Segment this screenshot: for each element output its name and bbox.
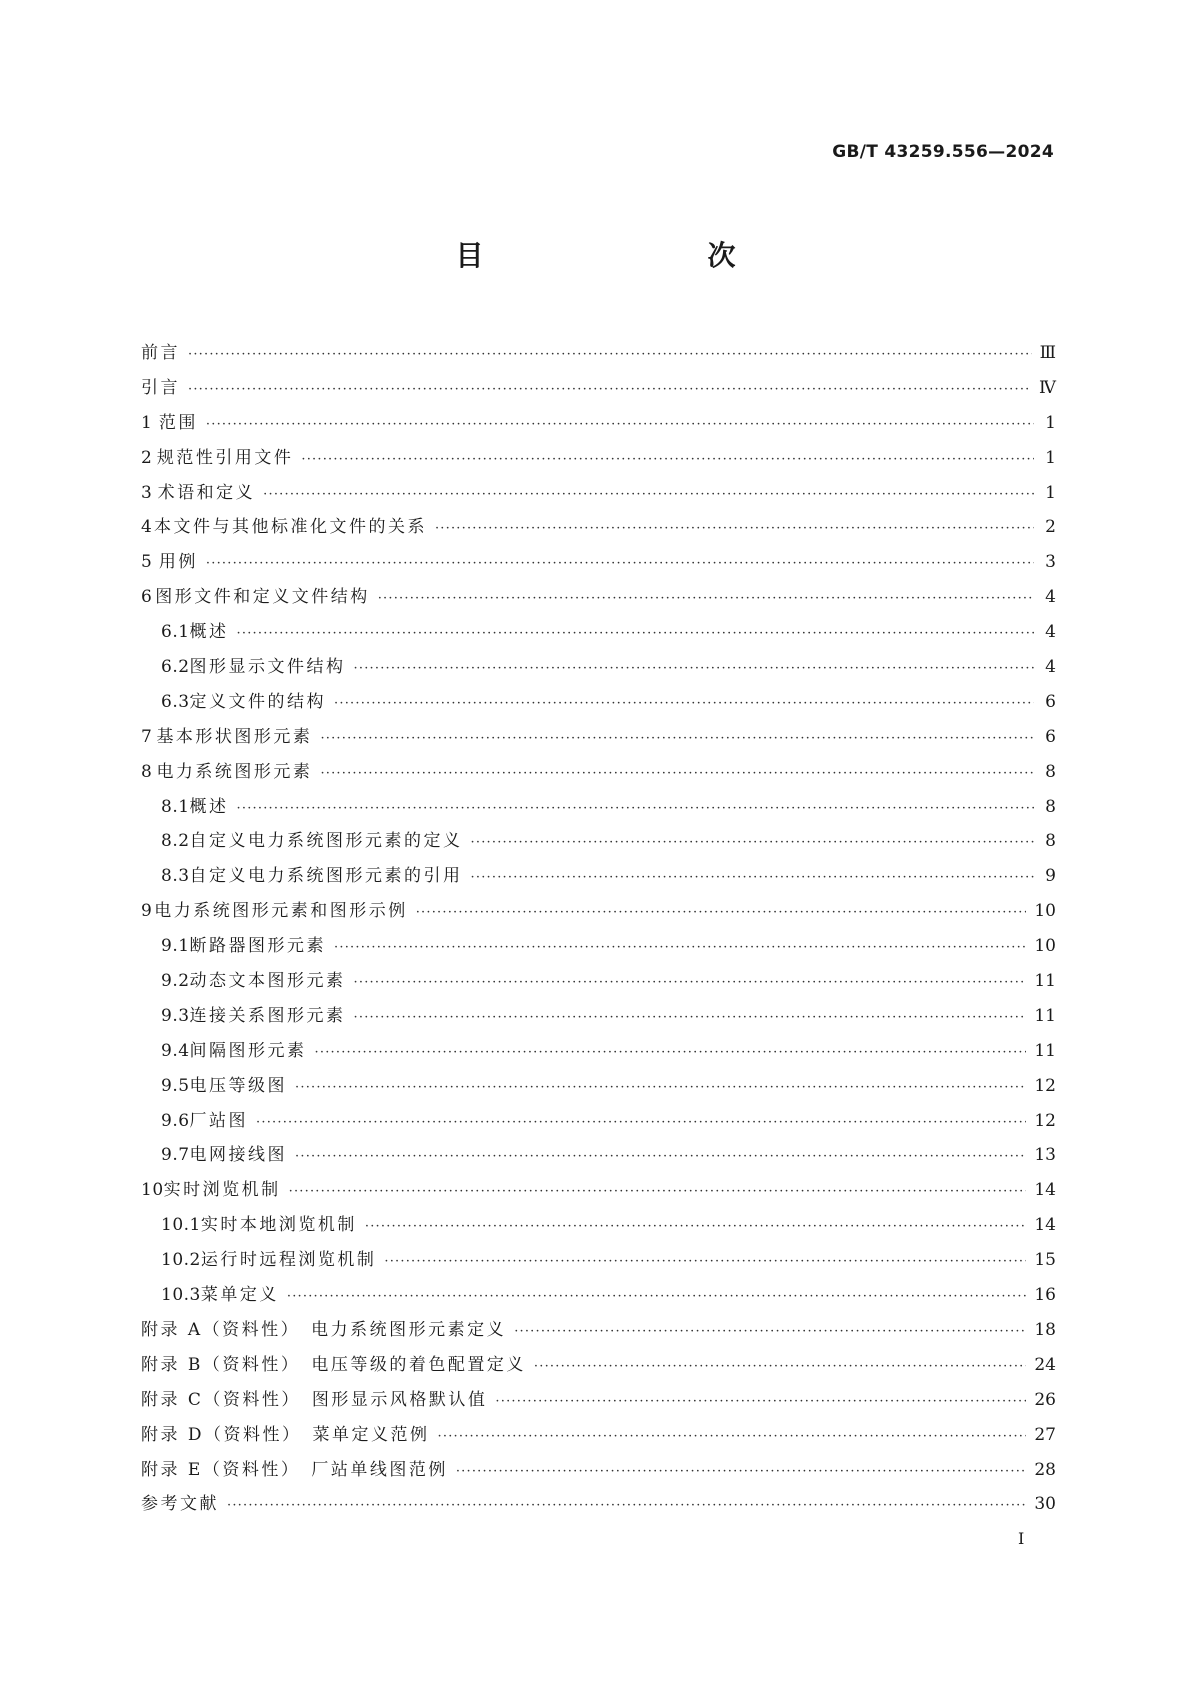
toc-entry-label: 规范性引用文件 bbox=[156, 447, 294, 468]
toc-leader-dots bbox=[365, 1210, 1027, 1245]
toc-entry-page: 9 bbox=[1045, 866, 1056, 887]
toc-leader-dots bbox=[471, 826, 1034, 861]
toc-entry[interactable] bbox=[141, 755, 1056, 790]
toc-entry[interactable] bbox=[141, 1383, 1056, 1418]
footer-page-number: I bbox=[1018, 1529, 1025, 1548]
toc-entry[interactable] bbox=[141, 650, 1056, 685]
toc-entry-label: 菜单定义 bbox=[200, 1285, 279, 1306]
toc-leader-dots bbox=[384, 1245, 1026, 1280]
toc-entry[interactable] bbox=[141, 720, 1056, 755]
toc-entry-number: 9 bbox=[141, 901, 153, 922]
toc-entry[interactable] bbox=[141, 406, 1056, 441]
toc-leader-dots bbox=[534, 1350, 1026, 1385]
toc-entry-page: 10 bbox=[1034, 936, 1056, 957]
table-of-contents bbox=[141, 336, 1056, 1522]
toc-entry-label: 间隔图形元素 bbox=[189, 1040, 307, 1061]
toc-entry-number: 4 bbox=[141, 517, 153, 538]
toc-entry-label: 附录 A（资料性） 电力系统图形元素定义 bbox=[141, 1319, 507, 1340]
toc-entry-number: 10.1 bbox=[161, 1215, 201, 1236]
toc-entry-number: 5 bbox=[141, 552, 153, 573]
toc-leader-dots bbox=[354, 652, 1034, 687]
toc-entry-number: 9.3 bbox=[161, 1005, 190, 1026]
toc-entry-page: 8 bbox=[1045, 796, 1056, 817]
toc-leader-dots bbox=[301, 443, 1034, 478]
toc-entry-label: 连接关系图形元素 bbox=[189, 1005, 346, 1026]
toc-entry-number: 9.6 bbox=[161, 1110, 190, 1131]
toc-entry-label: 术语和定义 bbox=[157, 482, 256, 503]
toc-entry-number: 10 bbox=[141, 1180, 164, 1201]
toc-entry-number: 9.5 bbox=[161, 1075, 190, 1096]
toc-entry-label: 附录 D（资料性） 菜单定义范例 bbox=[141, 1424, 430, 1445]
toc-entry-page: 1 bbox=[1045, 447, 1056, 468]
toc-entry[interactable] bbox=[141, 1069, 1056, 1104]
toc-entry-number: 10.3 bbox=[161, 1285, 201, 1306]
toc-entry-label: 引言 bbox=[141, 377, 180, 398]
toc-entry-label: 用例 bbox=[158, 552, 198, 573]
toc-entry-label: 实时浏览机制 bbox=[163, 1180, 281, 1201]
toc-entry-label: 动态文本图形元素 bbox=[189, 971, 346, 992]
toc-entry-label: 基本形状图形元素 bbox=[156, 726, 313, 747]
toc-entry-label: 实时本地浏览机制 bbox=[200, 1215, 357, 1236]
toc-leader-dots bbox=[416, 896, 1027, 931]
toc-entry[interactable] bbox=[141, 894, 1056, 929]
toc-entry-label: 概述 bbox=[189, 622, 229, 643]
toc-leader-dots bbox=[378, 582, 1034, 617]
toc-entry-page: Ⅳ bbox=[1039, 377, 1056, 398]
toc-leader-dots bbox=[295, 1140, 1026, 1175]
toc-entry-label: 电力系统图形元素和图形示例 bbox=[154, 901, 408, 922]
toc-entry-number: 6 bbox=[141, 587, 153, 608]
toc-leader-dots bbox=[320, 757, 1034, 792]
toc-entry[interactable] bbox=[141, 336, 1056, 371]
toc-entry-label: 概述 bbox=[189, 796, 229, 817]
toc-leader-dots bbox=[435, 512, 1034, 547]
toc-entry-page: 12 bbox=[1034, 1110, 1056, 1131]
toc-leader-dots bbox=[256, 1106, 1026, 1141]
toc-entry-number: 9.2 bbox=[161, 971, 190, 992]
toc-leader-dots bbox=[206, 547, 1034, 582]
toc-entry-page: 10 bbox=[1034, 901, 1056, 922]
toc-entry[interactable] bbox=[141, 545, 1056, 580]
toc-entry[interactable] bbox=[141, 1173, 1056, 1208]
toc-leader-dots bbox=[334, 687, 1034, 722]
toc-entry[interactable] bbox=[141, 1278, 1056, 1313]
toc-leader-dots bbox=[289, 1175, 1027, 1210]
toc-entry-number: 9.1 bbox=[161, 936, 190, 957]
toc-entry-page: 13 bbox=[1034, 1145, 1056, 1166]
toc-entry-number: 8.2 bbox=[161, 831, 190, 852]
toc-entry[interactable] bbox=[141, 1348, 1056, 1383]
toc-leader-dots bbox=[354, 966, 1027, 1001]
toc-entry-label: 运行时远程浏览机制 bbox=[200, 1250, 377, 1271]
toc-leader-dots bbox=[471, 861, 1034, 896]
toc-entry-label: 自定义电力系统图形元素的引用 bbox=[189, 866, 463, 887]
toc-entry-number: 8 bbox=[141, 761, 153, 782]
toc-entry-page: Ⅲ bbox=[1039, 343, 1056, 363]
toc-entry-label: 图形文件和定义文件结构 bbox=[155, 587, 370, 608]
toc-entry[interactable] bbox=[141, 1104, 1056, 1139]
toc-entry[interactable] bbox=[141, 1453, 1056, 1488]
toc-entry-page: 15 bbox=[1034, 1250, 1056, 1271]
toc-leader-dots bbox=[334, 931, 1026, 966]
toc-leader-dots bbox=[237, 617, 1034, 652]
toc-entry-page: 6 bbox=[1045, 691, 1056, 712]
toc-entry-page: 16 bbox=[1034, 1285, 1056, 1306]
toc-entry-page: 11 bbox=[1034, 1005, 1056, 1026]
toc-entry-page: 2 bbox=[1045, 517, 1056, 538]
toc-entry-page: 14 bbox=[1034, 1180, 1056, 1201]
toc-entry-number: 1 bbox=[141, 412, 153, 433]
toc-entry-label: 参考文献 bbox=[141, 1494, 219, 1515]
toc-entry-label: 附录 C（资料性） 图形显示风格默认值 bbox=[141, 1389, 488, 1410]
toc-leader-dots bbox=[495, 1385, 1026, 1420]
toc-entry-label: 前言 bbox=[141, 343, 180, 363]
toc-entry-number: 6.3 bbox=[161, 691, 190, 712]
toc-entry-label: 厂站图 bbox=[189, 1110, 249, 1131]
toc-entry-page: 11 bbox=[1034, 971, 1056, 992]
toc-entry-label: 附录 B（资料性） 电压等级的着色配置定义 bbox=[141, 1354, 526, 1375]
toc-entry-page: 24 bbox=[1034, 1354, 1056, 1375]
toc-entry-number: 3 bbox=[141, 482, 153, 503]
toc-entry-number: 7 bbox=[141, 726, 153, 747]
toc-entry-page: 6 bbox=[1045, 726, 1056, 747]
toc-entry[interactable] bbox=[141, 1243, 1056, 1278]
toc-entry-page: 11 bbox=[1034, 1040, 1056, 1061]
toc-entry-number: 9.4 bbox=[161, 1040, 190, 1061]
toc-entry[interactable] bbox=[141, 1034, 1056, 1069]
toc-entry-label: 电网接线图 bbox=[189, 1145, 288, 1166]
toc-entry-page: 4 bbox=[1045, 622, 1056, 643]
document-code: GB/T 43259.556—2024 bbox=[832, 142, 1054, 162]
toc-entry-number: 9.7 bbox=[161, 1145, 190, 1166]
toc-entry-page: 1 bbox=[1045, 482, 1056, 503]
toc-entry[interactable] bbox=[141, 615, 1056, 650]
toc-title: 目 次 bbox=[455, 239, 792, 272]
toc-entry-label: 电力系统图形元素 bbox=[156, 761, 313, 782]
toc-leader-dots bbox=[354, 1001, 1027, 1036]
toc-entry[interactable] bbox=[141, 441, 1056, 476]
toc-leader-dots bbox=[514, 1315, 1026, 1350]
toc-leader-dots bbox=[438, 1420, 1027, 1455]
toc-entry-number: 10.2 bbox=[161, 1250, 201, 1271]
toc-entry-number: 2 bbox=[141, 447, 153, 468]
toc-leader-dots bbox=[315, 1036, 1027, 1071]
toc-leader-dots bbox=[237, 792, 1034, 827]
toc-entry-label: 断路器图形元素 bbox=[189, 936, 327, 957]
toc-entry-page: 30 bbox=[1034, 1494, 1056, 1515]
toc-leader-dots bbox=[206, 408, 1034, 443]
toc-entry-page: 8 bbox=[1045, 761, 1056, 782]
toc-entry-page: 4 bbox=[1045, 587, 1056, 608]
toc-leader-dots bbox=[456, 1455, 1027, 1490]
toc-leader-dots bbox=[263, 478, 1034, 513]
toc-entry-label: 电压等级图 bbox=[189, 1075, 288, 1096]
toc-entry[interactable] bbox=[141, 1208, 1056, 1243]
toc-entry[interactable] bbox=[141, 999, 1056, 1034]
toc-entry-label: 定义文件的结构 bbox=[189, 691, 327, 712]
toc-leader-dots bbox=[287, 1280, 1027, 1315]
toc-entry-label: 图形显示文件结构 bbox=[189, 657, 346, 678]
toc-entry[interactable] bbox=[141, 510, 1056, 545]
toc-entry-page: 8 bbox=[1045, 831, 1056, 852]
toc-entry[interactable] bbox=[141, 476, 1056, 511]
toc-entry[interactable] bbox=[141, 824, 1056, 859]
toc-entry-page: 27 bbox=[1034, 1424, 1056, 1445]
toc-entry-page: 1 bbox=[1045, 412, 1056, 433]
toc-leader-dots bbox=[227, 1489, 1026, 1524]
toc-entry-page: 26 bbox=[1034, 1389, 1056, 1410]
toc-leader-dots bbox=[295, 1071, 1026, 1106]
toc-entry[interactable] bbox=[141, 580, 1056, 615]
toc-leader-dots bbox=[188, 338, 1032, 373]
toc-entry[interactable] bbox=[141, 685, 1056, 720]
toc-entry[interactable] bbox=[141, 929, 1056, 964]
toc-entry[interactable] bbox=[141, 1313, 1056, 1348]
toc-entry[interactable] bbox=[141, 964, 1056, 999]
toc-entry-page: 18 bbox=[1034, 1319, 1056, 1340]
toc-entry-page: 14 bbox=[1034, 1215, 1056, 1236]
toc-entry-label: 附录 E（资料性） 厂站单线图范例 bbox=[141, 1459, 448, 1480]
toc-leader-dots bbox=[320, 722, 1034, 757]
toc-entry-label: 自定义电力系统图形元素的定义 bbox=[189, 831, 463, 852]
toc-entry[interactable] bbox=[141, 1138, 1056, 1173]
toc-entry-number: 8.1 bbox=[161, 796, 190, 817]
toc-entry[interactable] bbox=[141, 1418, 1056, 1453]
toc-leader-dots bbox=[188, 373, 1031, 408]
toc-entry[interactable] bbox=[141, 859, 1056, 894]
toc-entry-number: 8.3 bbox=[161, 866, 190, 887]
toc-entry[interactable] bbox=[141, 790, 1056, 825]
toc-entry-label: 范围 bbox=[158, 412, 198, 433]
toc-entry-number: 6.1 bbox=[161, 622, 190, 643]
toc-entry-number: 6.2 bbox=[161, 657, 190, 678]
toc-entry-page: 28 bbox=[1034, 1459, 1056, 1480]
toc-entry[interactable] bbox=[141, 1487, 1056, 1522]
toc-entry-page: 3 bbox=[1045, 552, 1056, 573]
toc-entry-page: 4 bbox=[1045, 657, 1056, 678]
toc-entry-label: 本文件与其他标准化文件的关系 bbox=[153, 517, 427, 538]
toc-entry-page: 12 bbox=[1034, 1075, 1056, 1096]
toc-entry[interactable] bbox=[141, 371, 1056, 406]
